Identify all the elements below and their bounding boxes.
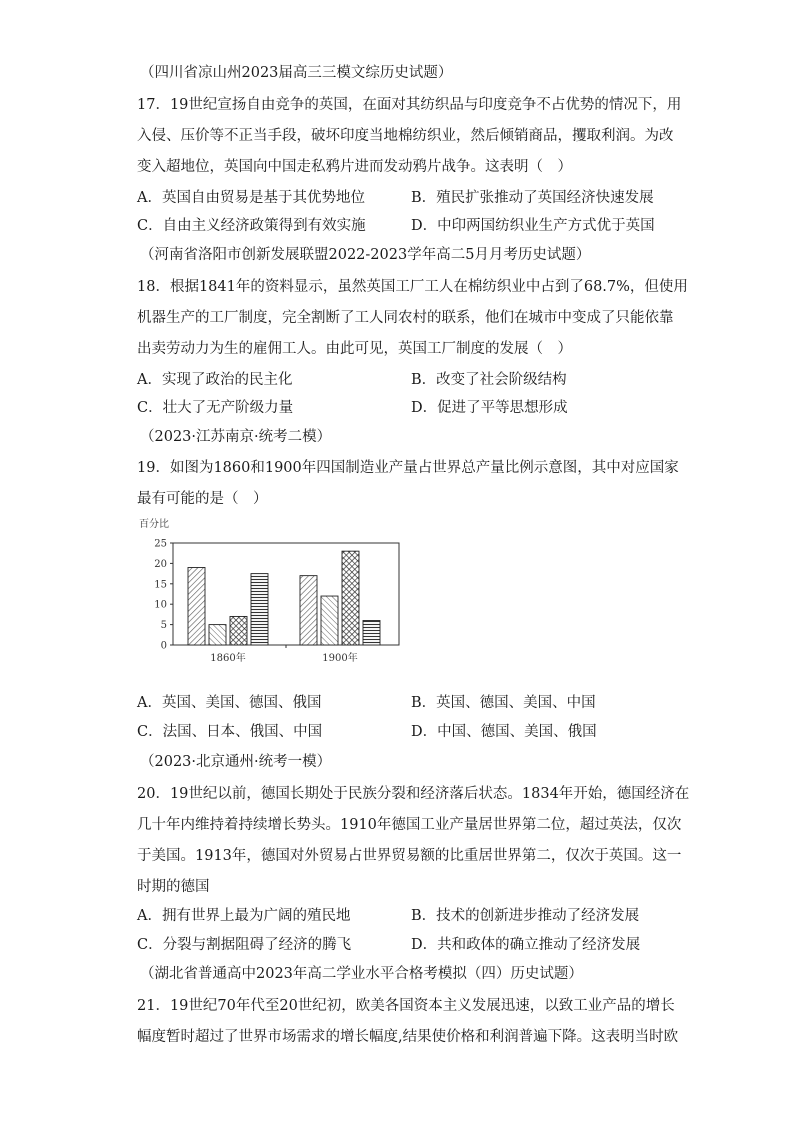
q17-option-d: D．中印两国纺织业生产方式优于英国 [411, 218, 655, 234]
q17-stem-2: 入侵、压价等不正当手段，破坏印度当地棉纺织业，然后倾销商品，攫取利润。为改 [137, 128, 674, 144]
y-tick-label: 5 [160, 620, 167, 632]
q20-source: （2023·北京通州·统考一模） [140, 754, 332, 770]
q18-option-a: A．实现了政治的民主化 [137, 372, 293, 388]
bar-1900年-4 [363, 621, 380, 645]
q17-option-a: A．英国自由贸易是基于其优势地位 [137, 190, 365, 206]
q20-option-c: C．分裂与割据阻碍了经济的腾飞 [137, 937, 352, 953]
chart-x-labels [210, 651, 357, 664]
q18-option-c: C．壮大了无产阶级力量 [137, 400, 294, 416]
q18-stem-3: 出卖劳动力为生的雇佣工人。由此可见，英国工厂制度的发展（ ） [137, 341, 572, 357]
q19-source: （2023·江苏南京·统考二模） [140, 429, 332, 445]
bar-1900年-2 [321, 596, 338, 645]
y-tick-label: 0 [160, 640, 167, 652]
q18-option-d: D．促进了平等思想形成 [411, 400, 568, 416]
q20-option-d: D．共和政体的确立推动了经济发展 [411, 937, 641, 953]
y-tick-label: 25 [154, 538, 167, 550]
bar-1900年-3 [342, 551, 359, 645]
q21-source: （湖北省普通高中2023年高二学业水平合格考模拟（四）历史试题） [140, 966, 583, 982]
chart-ylabel: 百分比 [139, 519, 169, 530]
q20-stem-2: 几十年内维持着持续增长势头。1910年德国工业产量居世界第二位，超过英法，仅次 [137, 817, 682, 833]
q19-stem-2: 最有可能的是（ ） [137, 491, 268, 507]
q17-stem-1: 17．19世纪宣扬自由竞争的英国，在面对其纺织品与印度竞争不占优势的情况下，用 [137, 97, 682, 113]
q18-source: （河南省洛阳市创新发展联盟2022-2023学年高二5月月考历史试题） [140, 247, 591, 263]
q20-stem-4: 时期的德国 [137, 879, 210, 895]
y-tick-label: 20 [154, 558, 167, 570]
q20-stem-3: 于美国。1913年，德国对外贸易占世界贸易额的比重居世界第二，仅次于英国。这一 [137, 848, 682, 864]
q17-source: （四川省凉山州2023届高三三模文综历史试题） [140, 65, 453, 81]
x-label-1: 1900年 [322, 653, 358, 664]
y-tick-label: 10 [154, 599, 167, 611]
manufacturing-share-chart [137, 515, 407, 670]
q21-stem-1: 21．19世纪70年代至20世纪初，欧美各国资本主义发展迅速，以致工业产品的增长 [137, 998, 675, 1014]
bar-1860年-4 [251, 574, 268, 645]
q19-stem-1: 19．如图为1860和1900年四国制造业产量占世界总产量比例示意图，其中对应国家 [137, 460, 679, 476]
q21-stem-2: 幅度暂时超过了世界市场需求的增长幅度,结果使价格和利润普遍下降。这表明当时欧 [137, 1029, 679, 1045]
q17-stem-3: 变入超地位，英国向中国走私鸦片进而发动鸦片战争。这表明（ ） [137, 159, 572, 175]
q18-stem-2: 机器生产的工厂制度，完全割断了工人同农村的联系，他们在城市中变成了只能依靠 [137, 310, 674, 326]
bar-1860年-2 [209, 625, 226, 645]
bar-1860年-3 [230, 616, 247, 645]
y-tick-label: 15 [154, 579, 167, 591]
bar-1900年-1 [300, 576, 317, 645]
bar-1860年-1 [188, 567, 205, 645]
q18-stem-1: 18．根据1841年的资料显示，虽然英国工厂工人在棉纺织业中占到了68.7%，但使用 [137, 279, 688, 295]
q19-option-c: C．法国、日本、俄国、中国 [137, 724, 323, 740]
chart-bars [188, 551, 380, 645]
q18-option-b: B．改变了社会阶级结构 [411, 372, 567, 388]
q19-option-b: B．英国、德国、美国、中国 [411, 695, 596, 711]
q20-option-a: A．拥有世界上最为广阔的殖民地 [137, 908, 351, 924]
q19-option-a: A．英国、美国、德国、俄国 [137, 695, 322, 711]
q17-option-b: B．殖民扩张推动了英国经济快速发展 [411, 190, 654, 206]
q20-option-b: B．技术的创新进步推动了经济发展 [411, 908, 640, 924]
q19-option-d: D．中国、德国、美国、俄国 [411, 724, 597, 740]
q20-stem-1: 20．19世纪以前，德国长期处于民族分裂和经济落后状态。1834年开始，德国经济在 [137, 786, 690, 802]
q17-option-c: C．自由主义经济政策得到有效实施 [137, 218, 366, 234]
x-label-0: 1860年 [210, 653, 246, 664]
